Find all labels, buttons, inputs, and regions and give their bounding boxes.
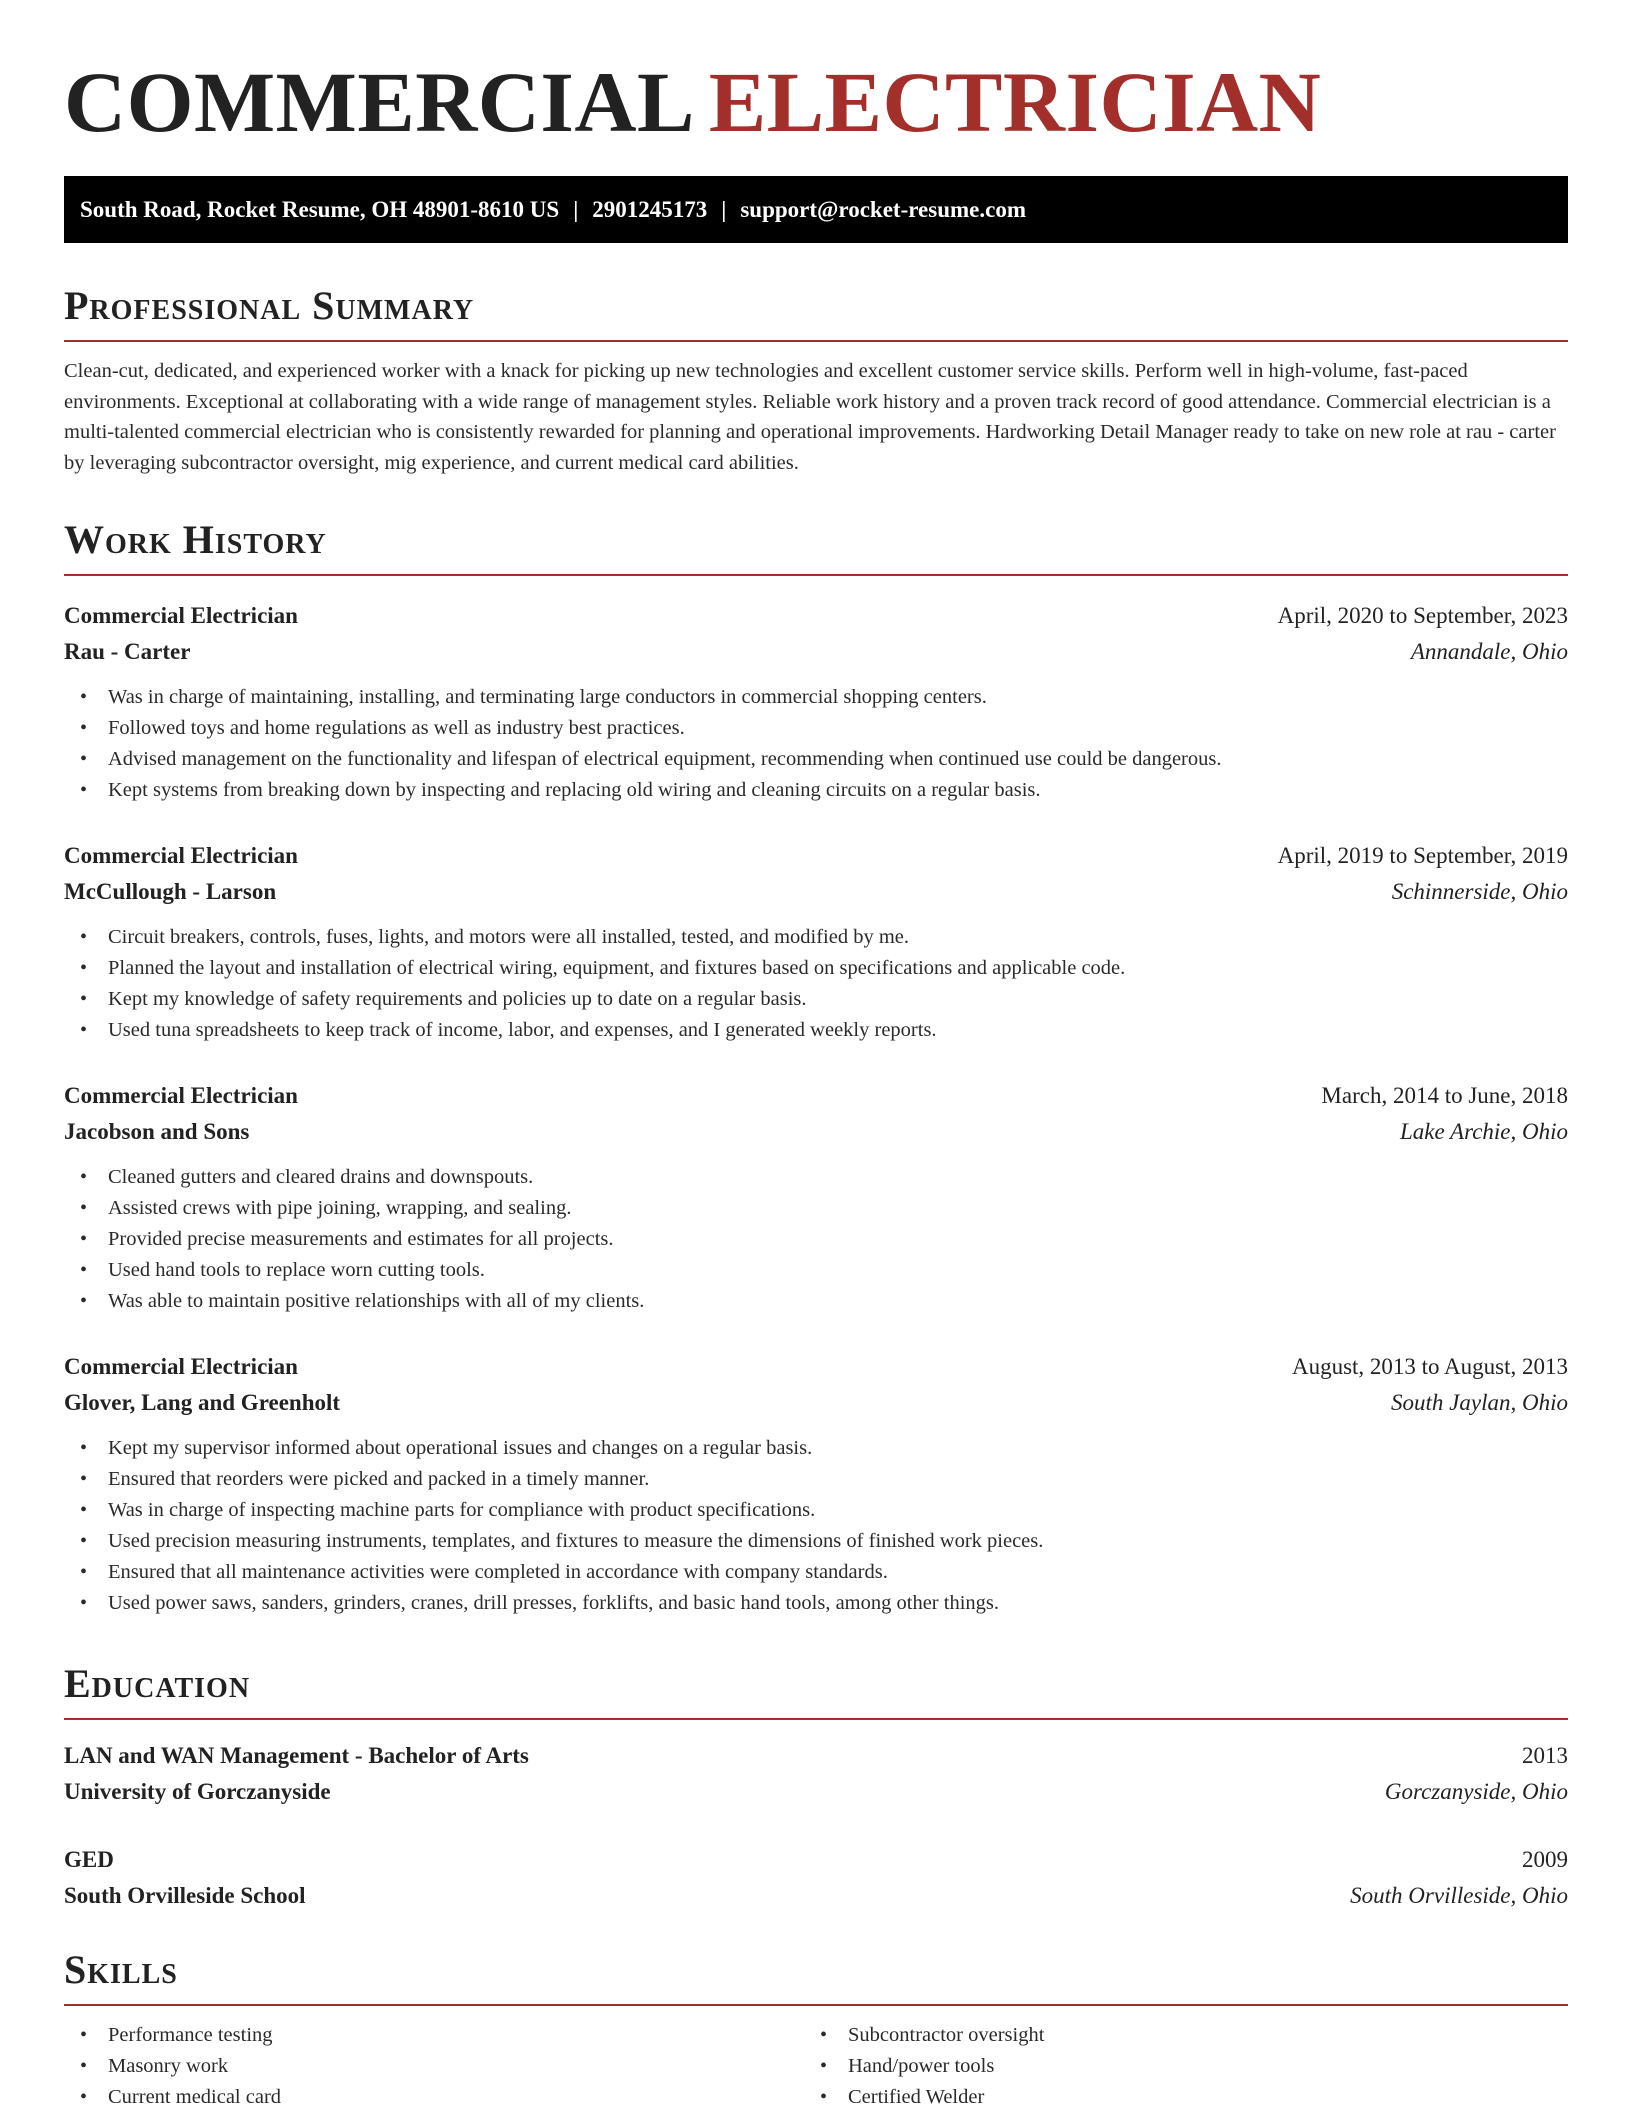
- skills-grid: [64, 2020, 1568, 2113]
- skills-column-right: [804, 2020, 1544, 2113]
- job-entry: [64, 1078, 1568, 1317]
- job-entry: [64, 1349, 1568, 1619]
- job-bullet: • Provided precise measurements and estimates for all projects.: [64, 1224, 1568, 1255]
- job-location: Schinnerside, Ohio: [1391, 879, 1568, 904]
- job-bullet: • Ensured that reorders were picked and packed in a timely manner.: [64, 1464, 1568, 1495]
- job-bullets: [64, 1162, 1568, 1317]
- contact-phone: 2901245173: [592, 197, 708, 222]
- job-dates: March, 2014 to June, 2018: [1321, 1083, 1568, 1108]
- skill-item: • Current medical card: [64, 2082, 804, 2113]
- skills-section: [64, 1946, 1568, 2113]
- job-bullet: • Kept my knowledge of safety requirements and policies up to date on a regular basis.: [64, 984, 1568, 1015]
- job-bullet: • Kept my supervisor informed about operational issues and changes on a regular basis.: [64, 1433, 1568, 1464]
- education-location: South Orvilleside, Ohio: [1350, 1883, 1568, 1908]
- job-bullet: • Assisted crews with pipe joining, wrapping, and sealing.: [64, 1193, 1568, 1224]
- job-company: McCullough - Larson: [64, 879, 277, 904]
- section-title-skills: Skills: [64, 1946, 1568, 2006]
- job-bullet: • Circuit breakers, controls, fuses, lights, and motors were all installed, tested, and modified by me.: [64, 922, 1568, 953]
- education-entry: [64, 1842, 1568, 1914]
- summary-text: Clean-cut, dedicated, and experienced worker with a knack for picking up new technologies and excellent customer service skills. Perform well in high-volume, fast-paced environments. Exceptional at collaborating with a wide range of management styles. Reliable work history and a proven track record of good attendance. Commercial electrician is a multi-talented commercial electrician who is consistently rewarded for planning and operational improvements. Hardworking Detail Manager ready to take on new role at rau - carter by leveraging subcontractor oversight, mig experience, and current medical card abilities.: [64, 360, 1556, 474]
- education-year: 2009: [1522, 1847, 1568, 1872]
- job-bullet: • Used hand tools to replace worn cutting tools.: [64, 1255, 1568, 1286]
- job-dates: April, 2019 to September, 2019: [1277, 843, 1568, 868]
- job-bullet: • Used precision measuring instruments, templates, and fixtures to measure the dimensions of finished work pieces.: [64, 1526, 1568, 1557]
- summary-section: [64, 282, 1568, 478]
- resume-name: [64, 52, 1321, 152]
- job-company: Jacobson and Sons: [64, 1119, 250, 1144]
- education-degree: GED: [64, 1847, 114, 1872]
- job-bullet: • Was in charge of inspecting machine parts for compliance with product specifications.: [64, 1495, 1568, 1526]
- contact-separator: |: [573, 197, 579, 222]
- job-bullet: • Kept systems from breaking down by inspecting and replacing old wiring and cleaning circuits on a regular basis.: [64, 775, 1568, 806]
- skills-column-left: [64, 2020, 804, 2113]
- job-role: Commercial Electrician: [64, 1083, 298, 1108]
- job-role: Commercial Electrician: [64, 843, 298, 868]
- job-location: South Jaylan, Ohio: [1391, 1390, 1568, 1415]
- skill-item: • Hand/power tools: [804, 2051, 1544, 2082]
- job-bullets: [64, 682, 1568, 806]
- education-school: University of Gorczanyside: [64, 1779, 331, 1804]
- job-role: Commercial Electrician: [64, 603, 298, 628]
- education-school: South Orvilleside School: [64, 1883, 306, 1908]
- job-bullets: [64, 1433, 1568, 1619]
- work-history-section: [64, 516, 1568, 1619]
- job-location: Annandale, Ohio: [1410, 639, 1568, 664]
- job-bullet: • Advised management on the functionality and lifespan of electrical equipment, recommending when continued use could be dangerous.: [64, 744, 1568, 775]
- job-entry: [64, 598, 1568, 806]
- education-entry: [64, 1738, 1568, 1810]
- job-bullet: • Followed toys and home regulations as well as industry best practices.: [64, 713, 1568, 744]
- job-bullet: • Ensured that all maintenance activities were completed in accordance with company standards.: [64, 1557, 1568, 1588]
- skill-item: • Subcontractor oversight: [804, 2020, 1544, 2051]
- job-bullet: • Was able to maintain positive relationships with all of my clients.: [64, 1286, 1568, 1317]
- name-last: ELECTRICIAN: [708, 54, 1322, 150]
- job-bullet: • Used power saws, sanders, grinders, cranes, drill presses, forklifts, and basic hand tools, among other things.: [64, 1588, 1568, 1619]
- skill-item: • Masonry work: [64, 2051, 804, 2082]
- skill-item: • Performance testing: [64, 2020, 804, 2051]
- education-degree: LAN and WAN Management - Bachelor of Arts: [64, 1743, 529, 1768]
- section-title-summary: Professional Summary: [64, 282, 1568, 342]
- skill-item: • Certified Welder: [804, 2082, 1544, 2113]
- education-section: [64, 1660, 1568, 1914]
- contact-bar: [64, 176, 1568, 243]
- job-bullets: [64, 922, 1568, 1046]
- job-dates: August, 2013 to August, 2013: [1291, 1354, 1568, 1379]
- contact-address: South Road, Rocket Resume, OH 48901-8610 US: [80, 197, 560, 222]
- contact-separator: |: [721, 197, 727, 222]
- contact-email[interactable]: support@rocket-resume.com: [740, 197, 1026, 222]
- job-bullet: • Was in charge of maintaining, installing, and terminating large conductors in commercial shopping centers.: [64, 682, 1568, 713]
- section-title-work-history: Work History: [64, 516, 1568, 576]
- job-company: Rau - Carter: [64, 639, 191, 664]
- name-first: COMMERCIAL: [64, 54, 695, 150]
- section-title-education: Education: [64, 1660, 1568, 1720]
- job-entry: [64, 838, 1568, 1046]
- job-location: Lake Archie, Ohio: [1400, 1119, 1568, 1144]
- job-bullet: • Cleaned gutters and cleared drains and downspouts.: [64, 1162, 1568, 1193]
- job-bullet: • Used tuna spreadsheets to keep track of income, labor, and expenses, and I generated weekly reports.: [64, 1015, 1568, 1046]
- job-company: Glover, Lang and Greenholt: [64, 1390, 341, 1415]
- education-year: 2013: [1522, 1743, 1568, 1768]
- education-location: Gorczanyside, Ohio: [1384, 1779, 1568, 1804]
- job-role: Commercial Electrician: [64, 1354, 298, 1379]
- job-bullet: • Planned the layout and installation of electrical wiring, equipment, and fixtures based on specifications and applicable code.: [64, 953, 1568, 984]
- job-dates: April, 2020 to September, 2023: [1277, 603, 1568, 628]
